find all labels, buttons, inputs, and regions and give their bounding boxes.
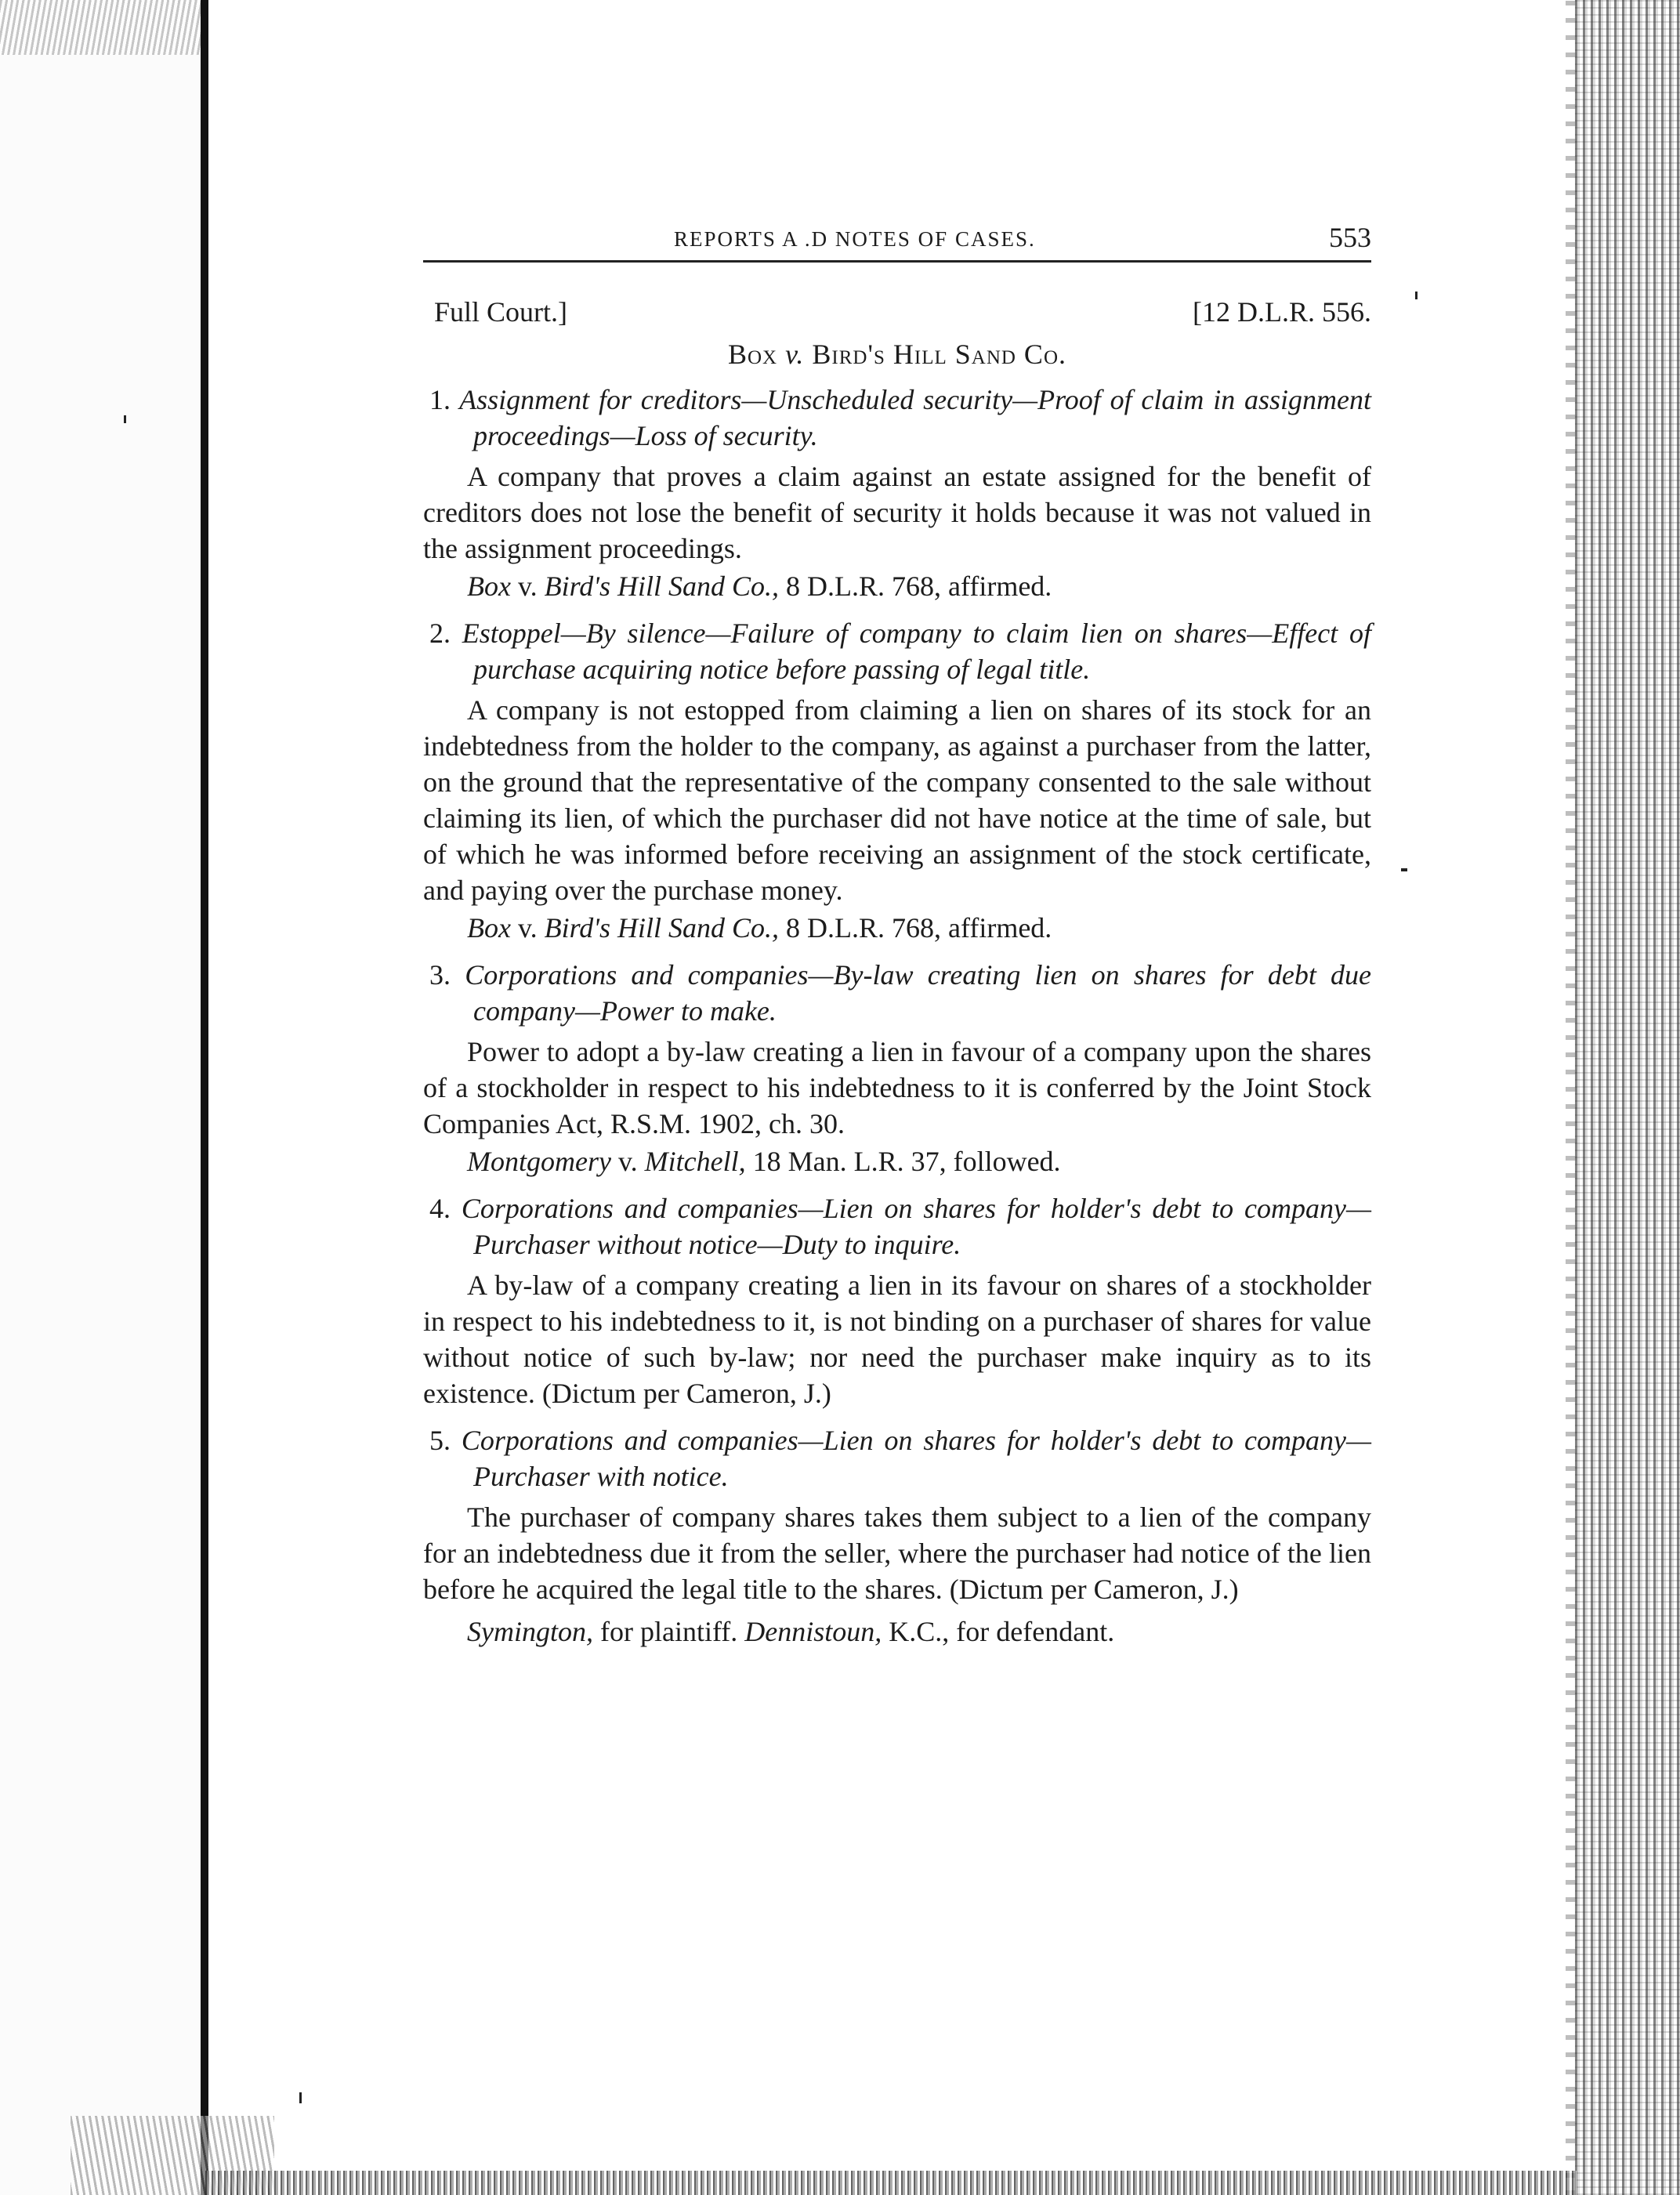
speck: [1415, 292, 1418, 299]
headnote-reference: [423, 1143, 1371, 1179]
headnote-2: [423, 615, 1371, 946]
headnote-body: The purchaser of company shares takes them subject to a lien of the company for an indebtedness due it from the seller, where the purchaser had notice of the lien before he acquired the legal title to the shares. (Dictum per Cameron, J.): [423, 1501, 1371, 1605]
page-number: 553: [1329, 222, 1371, 253]
scan-artifact-top-left: [0, 0, 204, 55]
headnote-heading-text: Estoppel—By silence—Failure of company to claim lien on shares—Effect of purchase acquiring notice before passing of legal title.: [462, 618, 1372, 685]
defendant-counsel-role: K.C., for defendant.: [882, 1616, 1115, 1647]
headnote-body: A company that proves a claim against an estate assigned for the benefit of creditors does not lose the benefit of security it holds because it was not valued in the assignment proceedings.: [423, 461, 1371, 564]
headnote-3: [423, 957, 1371, 1179]
ref-party-1: Montgomery: [467, 1146, 611, 1177]
ref-versus: v.: [510, 570, 545, 602]
ref-party-2: Mitchell,: [644, 1146, 746, 1177]
ref-party-2: Bird's Hill Sand Co.,: [544, 570, 780, 602]
counsel-line: [423, 1614, 1371, 1650]
case-title: [423, 338, 1371, 371]
case-title-defendant: Bird's Hill Sand Co.: [804, 339, 1066, 370]
running-title: REPORTS A .D NOTES OF CASES.: [674, 227, 1036, 251]
ref-citation: 18 Man. L.R. 37, followed.: [745, 1146, 1061, 1177]
headnote-reference: [423, 910, 1371, 946]
speck: [299, 2092, 302, 2103]
headnote-heading: [423, 615, 1371, 687]
headnote-number: 4.: [429, 1193, 451, 1224]
headnote-number: 5.: [429, 1425, 451, 1456]
case-title-versus: v.: [785, 339, 805, 370]
headnote-body: A by-law of a company creating a lien in its favour on shares of a stockholder in respect to his indebtedness to it, is not binding on a purchaser of shares for value without notice of such by-law; nor need the purchaser make inquiry as to its existence. (Dictum per Cameron, J.): [423, 1270, 1371, 1409]
case-title-plaintiff: Box: [727, 339, 786, 370]
court-citation-row: [423, 295, 1371, 335]
headnote-heading: [423, 957, 1371, 1029]
headnote-number: 1.: [429, 384, 451, 415]
speck: [124, 415, 126, 423]
headnote-heading-text: Corporations and companies—Lien on shares for holder's debt to company—Purchaser with notice.: [461, 1425, 1372, 1492]
headnote-number: 2.: [429, 618, 451, 649]
headnote-heading: [423, 1190, 1371, 1262]
court-label: Full Court.]: [434, 296, 568, 328]
headnote-heading-text: Assignment for creditors—Unscheduled security—Proof of claim in assignment proceedings—Loss of security.: [459, 384, 1371, 451]
page-left-margin: [0, 0, 205, 2195]
ref-citation: 8 D.L.R. 768, affirmed.: [779, 570, 1052, 602]
headnote-body: A company is not estopped from claiming a lien on shares of its stock for an indebtedness from the holder to the company, as against a purchaser from the latter, on the ground that the representative of the company consented to the sale without claiming its lien, of which the purchaser did not have notice at the time of sale, but of which he was informed before receiving an assignment of the stock certificate, and paying over the purchase money.: [423, 694, 1371, 906]
headnote-body: Power to adopt a by-law creating a lien in favour of a company upon the shares of a stockholder in respect to his indebtedness to it is conferred by the Joint Stock Companies Act, R.S.M. 1902, ch. 30.: [423, 1036, 1371, 1139]
running-header: [423, 219, 1371, 263]
ref-party-1: Box: [467, 570, 511, 602]
page-content: [423, 219, 1371, 1650]
headnote-heading-text: Corporations and companies—By-law creating lien on shares for debt due company—Power to make.: [465, 959, 1372, 1027]
speck: [1401, 868, 1407, 871]
book-spine-shadow: [201, 0, 208, 2195]
scan-artifact-bottom-edge: [205, 2171, 1577, 2195]
ref-versus: v.: [610, 1146, 645, 1177]
scan-artifact-right-edge: [1575, 0, 1680, 2195]
report-citation: [12 D.L.R. 556.: [1193, 296, 1371, 328]
headnote-number: 3.: [429, 959, 451, 991]
plaintiff-counsel: Symington,: [467, 1616, 593, 1647]
headnote-5: [423, 1422, 1371, 1607]
ref-party-2: Bird's Hill Sand Co.,: [544, 912, 780, 944]
headnote-heading-text: Corporations and companies—Lien on shares for holder's debt to company—Purchaser without notice—Duty to inquire.: [461, 1193, 1372, 1260]
ref-versus: v.: [510, 912, 545, 944]
ref-citation: 8 D.L.R. 768, affirmed.: [779, 912, 1052, 944]
headnote-heading: [423, 1422, 1371, 1494]
plaintiff-counsel-role: for plaintiff.: [592, 1616, 745, 1647]
headnote-heading: [423, 382, 1371, 454]
headnote-reference: [423, 568, 1371, 604]
defendant-counsel: Dennistoun,: [744, 1616, 882, 1647]
ref-party-1: Box: [467, 912, 511, 944]
headnote-1: [423, 382, 1371, 604]
headnote-4: [423, 1190, 1371, 1411]
